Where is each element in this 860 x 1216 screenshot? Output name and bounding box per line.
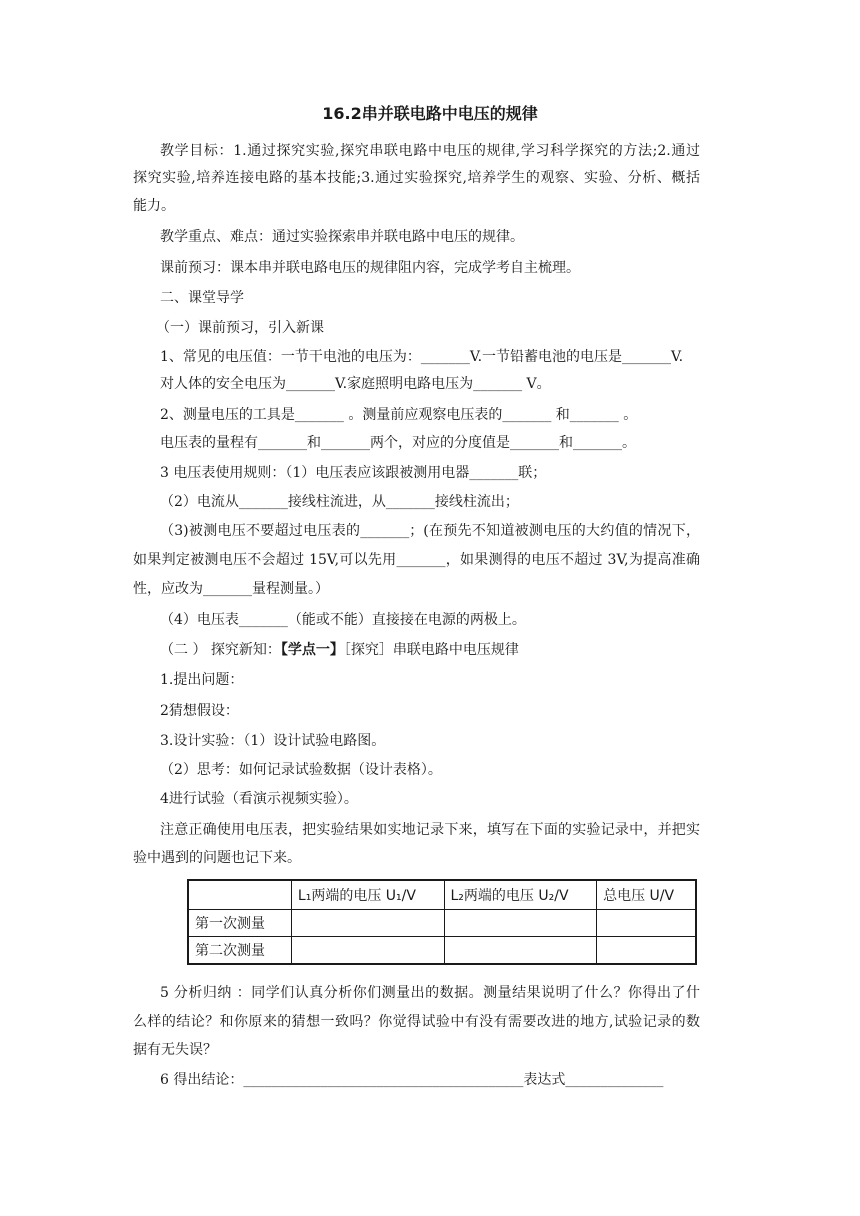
table-header-cell [188, 880, 291, 910]
question-2-line-1: 2、测量电压的工具是_______ 。测量前应观察电压表的_______ 和_______ 。 [160, 407, 638, 423]
section-heading-2: 二、课堂导学 [160, 290, 244, 306]
step-2: 2猜想假设： [160, 703, 239, 719]
table-header-cell: L₁两端的电压 U₁/V [291, 880, 444, 910]
question-3-line-5: 性，应改为_______量程测量。） [133, 581, 329, 597]
table-row [188, 937, 696, 965]
question-3-line-1: 3 电压表使用规则：（1）电压表应该跟被测用电器_______联； [160, 465, 547, 481]
step-1: 1.提出问题： [160, 672, 244, 688]
analysis-line-2: 么样的结论？和你原来的猜想一致吗？你觉得试验中有没有需要改进的地方,试验记录的数 [133, 1014, 700, 1030]
note-line-1: 注意正确使用电压表，把实验结果如实地记录下来，填写在下面的实验记录中，并把实 [160, 822, 700, 838]
step-3: 3.设计实验：（1）设计试验电路图。 [160, 733, 386, 749]
question-3-line-6: （4）电压表_______（能或不能）直接接在电源的两极上。 [160, 612, 526, 628]
analysis-line-1: 5 分析归纳 ：同学们认真分析你们测量出的数据。测量结果说明了什么？你得出了什 [160, 985, 700, 1001]
table-row [188, 910, 696, 937]
objectives-line-2: 探究实验,培养连接电路的基本技能;3.通过实验探究,培养学生的观察、实验、分析、概括 [133, 170, 700, 186]
table-cell[interactable] [597, 937, 696, 965]
table-cell[interactable] [444, 910, 597, 937]
table-cell[interactable] [597, 910, 696, 937]
page-title: 16.2串并联电路中电压的规律 [322, 104, 538, 123]
question-3-line-4: 如果判定被测电压不会超过 15V,可以先用_______，如果测得的电压不超过 3V,为提高准确 [133, 552, 700, 568]
objectives-line-1: 教学目标：1.通过探究实验,探究串联电路中电压的规律,学习科学探究的方法;2.通过 [160, 143, 700, 159]
question-2-line-2: 电压表的量程有_______和_______两个，对应的分度值是_______和_______。 [160, 435, 636, 451]
step-4: 4进行试验（看演示视频实验）。 [160, 791, 358, 807]
preview-text: 课前预习：课本串并联电路电压的规律阻内容，完成学考自主梳理。 [160, 260, 580, 276]
table-cell[interactable] [444, 937, 597, 965]
question-1-line-2: 对人体的安全电压为_______V.家庭照明电路电压为_______ V。 [160, 376, 551, 392]
question-3-line-3: （3)被测电压不要超过电压表的_______；(在预先不知道被测电压的大约值的情况下， [160, 523, 700, 539]
part1-heading: （一）课前预习，引入新课 [156, 320, 324, 336]
conclusion-line: 6 得出结论：________________________________________表达式______________ [160, 1072, 664, 1088]
table-row-label: 第二次测量 [188, 937, 291, 965]
key-points: 教学重点、难点：通过实验探索串并联电路中电压的规律。 [160, 229, 524, 245]
table-row-label: 第一次测量 [188, 910, 291, 937]
analysis-line-3: 据有无失误？ [133, 1042, 217, 1058]
part2-heading: （二 ） 探究新知：【学点一】［探究］串联电路中电压规律 [160, 642, 519, 658]
table-cell[interactable] [291, 910, 444, 937]
experiment-record-table [187, 879, 697, 965]
table-cell[interactable] [291, 937, 444, 965]
objectives-line-3: 能力。 [133, 198, 175, 214]
table-header-row [188, 880, 696, 910]
question-1-line-1: 1、常见的电压值：一节干电池的电压为：_______V.一节铅蓄电池的电压是_______V. [160, 349, 684, 365]
table-header-cell: 总电压 U/V [597, 880, 696, 910]
table-header-cell: L₂两端的电压 U₂/V [444, 880, 597, 910]
step-3b: （2）思考：如何记录试验数据（设计表格）。 [160, 762, 442, 778]
question-3-line-2: （2）电流从_______接线柱流进，从_______接线柱流出； [160, 494, 519, 510]
note-line-2: 验中遇到的问题也记下来。 [133, 850, 301, 866]
